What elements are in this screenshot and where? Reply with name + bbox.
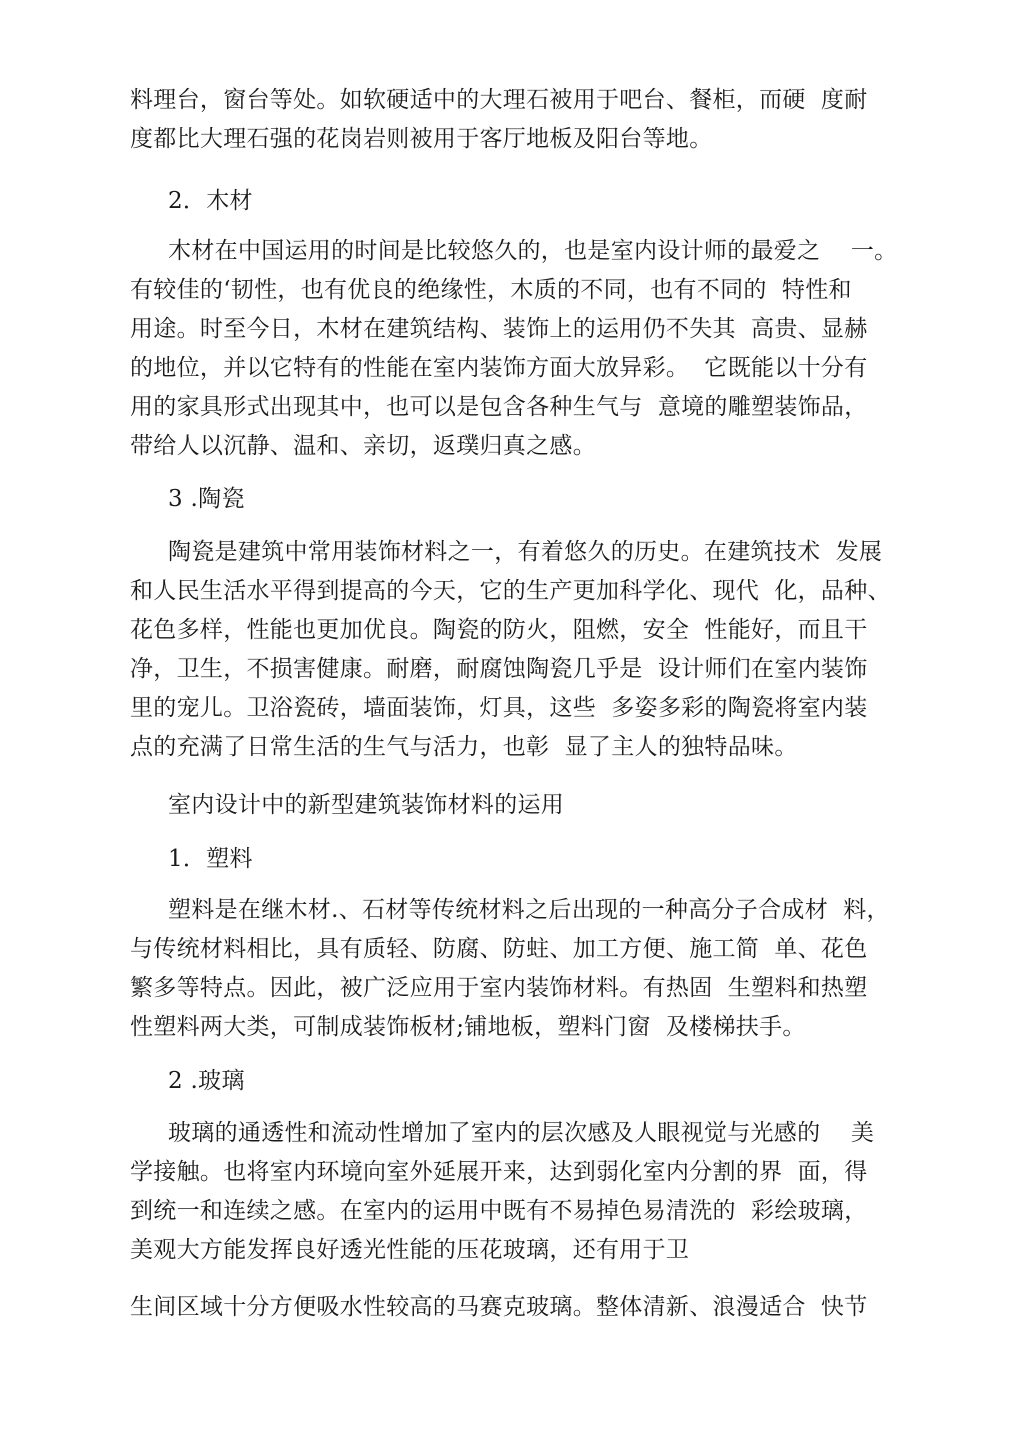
heading-plastics: 1．塑料	[168, 846, 253, 872]
paragraph-wood-line-6: 带给人以沉静、温和、亲切，返璞归真之感。	[130, 433, 596, 459]
paragraph-wood-line-3: 用途。时至今日，木材在建筑结构、装饰上的运用仍不失其 高贵、显赫	[130, 316, 868, 342]
paragraph-wood-line-4: 的地位，并以它特有的性能在室内装饰方面大放异彩。 它既能以十分有	[130, 355, 868, 381]
paragraph-ceramics-line-6: 点的充满了日常生活的生气与活力，也彰 显了主人的独特品味。	[130, 734, 798, 760]
section-heading-new-materials: 室内设计中的新型建筑装饰材料的运用	[168, 792, 565, 818]
paragraph-ceramics-line-4: 净，卫生，不损害健康。耐磨，耐腐蚀陶瓷几乎是 设计师们在室内装饰	[130, 656, 868, 682]
heading-wood: 2．木材	[168, 188, 253, 214]
paragraph-glass-line-1: 玻璃的通透性和流动性增加了室内的层次感及人眼视觉与光感的 美	[168, 1120, 875, 1146]
paragraph-wood-line-2: 有较佳的‘韧性，也有优良的绝缘性，木质的不同，也有不同的 特性和	[130, 277, 852, 303]
paragraph-plastics-line-2: 与传统材料相比，具有质轻、防腐、防蛀、加工方便、施工简 单、花色	[130, 936, 868, 962]
paragraph-ceramics-line-5: 里的宠儿。卫浴瓷砖，墙面装饰，灯具，这些 多姿多彩的陶瓷将室内装	[130, 695, 868, 721]
paragraph-glass-line-2: 学接触。也将室内环境向室外延展开来，达到弱化室内分割的界 面，得	[130, 1159, 868, 1185]
heading-ceramics: 3 .陶瓷	[168, 486, 245, 512]
paragraph-ceramics-line-1: 陶瓷是建筑中常用装饰材料之一，有着悠久的历史。在建筑技术 发展	[168, 539, 883, 565]
paragraph-wood-line-5: 用的家具形式出现其中，也可以是包含各种生气与 意境的雕塑装饰品，	[130, 394, 868, 420]
paragraph-ceramics-line-2: 和人民生活水平得到提高的今天，它的生产更加科学化、现代 化，品种、	[130, 578, 891, 604]
paragraph-plastics-line-3: 繁多等特点。因此，被广泛应用于室内装饰材料。有热固 生塑料和热塑	[130, 975, 868, 1001]
paragraph-glass-line-5: 生间区域十分方便吸水性较高的马赛克玻璃。整体清新、浪漫适合 快节	[130, 1294, 868, 1320]
paragraph-plastics-line-4: 性塑料两大类，可制成装饰板材;铺地板，塑料门窗 及楼梯扶手。	[130, 1014, 806, 1040]
paragraph-plastics-line-1: 塑料是在继木材.、石材等传统材料之后出现的一种高分子合成材 料，	[168, 897, 890, 923]
paragraph-glass-line-4: 美观大方能发挥良好透光性能的压花玻璃，还有用于卫	[130, 1237, 690, 1263]
paragraph-ceramics-line-3: 花色多样，性能也更加优良。陶瓷的防火，阻燃，安全 性能好，而且干	[130, 617, 868, 643]
heading-glass: 2 .玻璃	[168, 1068, 245, 1094]
paragraph-glass-line-3: 到统一和连续之感。在室内的运用中既有不易掉色易清洗的 彩绘玻璃，	[130, 1198, 868, 1224]
paragraph-stone-line-1: 料理台，窗台等处。如软硬适中的大理石被用于吧台、餐柜，而硬 度耐	[130, 87, 868, 113]
paragraph-wood-line-1: 木材在中国运用的时间是比较悠久的，也是室内设计师的最爱之 一。	[168, 238, 898, 264]
paragraph-stone-line-2: 度都比大理石强的花岗岩则被用于客厅地板及阳台等地。	[130, 126, 713, 152]
